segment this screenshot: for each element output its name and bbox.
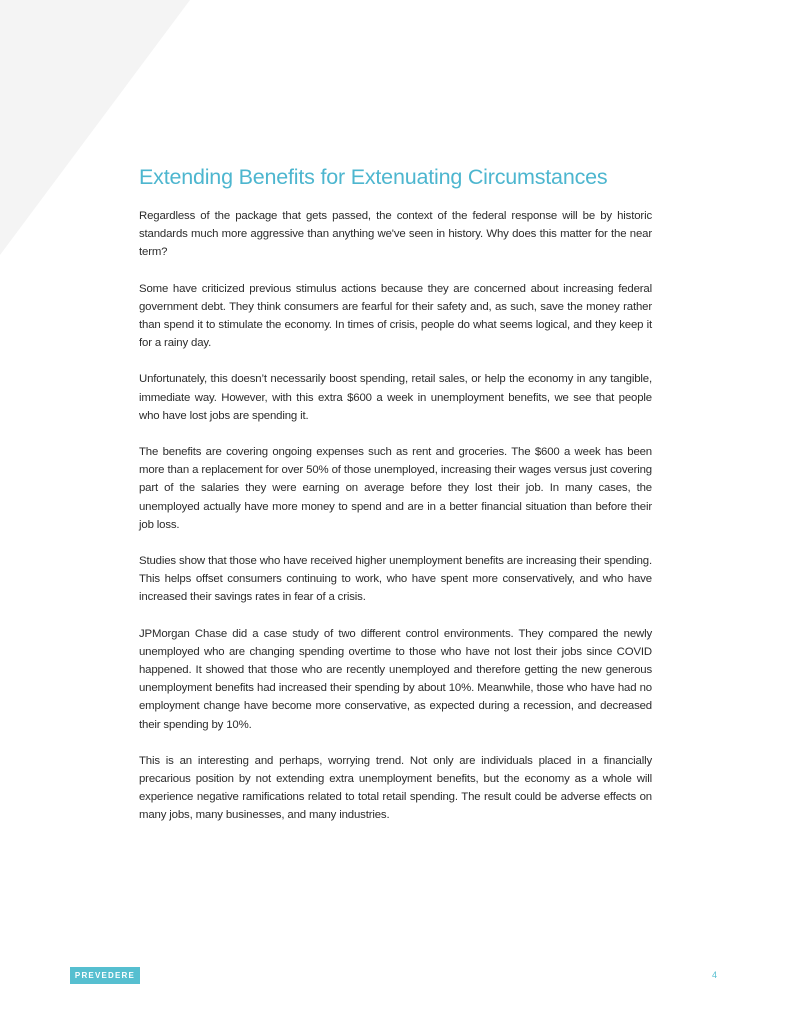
document-content: [139, 163, 652, 843]
body-paragraph-4: The benefits are covering ongoing expenses such as rent and groceries. The $600 a week has been more than a replacement for over 50% of those unemployed, increasing their wages versus just covering part of the salaries they were earning on average before they lost their job. In many cases, the unemployed actually have more money to spend and are in a better financial situation than before their job loss.: [139, 446, 652, 531]
page-number: 4: [712, 970, 718, 980]
body-paragraph-3: Unfortunately, this doesn’t necessarily boost spending, retail sales, or help the economy in any tangible, immediate way. However, with this extra $600 a week in unemployment benefits, we see that people who have lost jobs are spending it.: [139, 373, 652, 422]
body-paragraph-5: Studies show that those who have received higher unemployment benefits are increasing their spending. This helps offset consumers continuing to work, who have spent more conservatively, and who have increased their savings rates in fear of a crisis.: [139, 555, 652, 604]
body-paragraph-1: Regardless of the package that gets passed, the context of the federal response will be by historic standards much more aggressive than anything we've seen in history. Why does this matter for the near term?: [139, 210, 652, 259]
page-title: Extending Benefits for Extenuating Circumstances: [139, 165, 608, 189]
body-paragraph-7: This is an interesting and perhaps, worrying trend. Not only are individuals placed in a financially precarious position by not extending extra unemployment benefits, but the economy as a whole will experience negative ramifications related to total retail spending. The result could be adverse effects on many jobs, many businesses, and many industries.: [139, 754, 652, 822]
body-paragraph-6: JPMorgan Chase did a case study of two different control environments. They compared the newly unemployed who are changing spending overtime to those who have not lost their jobs since COVID happened. It showed that those who are recently unemployed and therefore getting the new generous unemployment benefits had increased their spending by about 10%. Meanwhile, those who have had no employment change have become more conservative, as expected during a recession, and decreased their spending by 10%.: [139, 627, 652, 731]
prevedere-logo: PREVEDERE: [70, 967, 140, 984]
body-paragraph-2: Some have criticized previous stimulus actions because they are concerned about increasing federal government debt. They think consumers are fearful for their safety and, as such, save the money rather than spend it to stimulate the economy. In times of crisis, people do what seems logical, and they keep it for a rainy day.: [139, 282, 652, 350]
